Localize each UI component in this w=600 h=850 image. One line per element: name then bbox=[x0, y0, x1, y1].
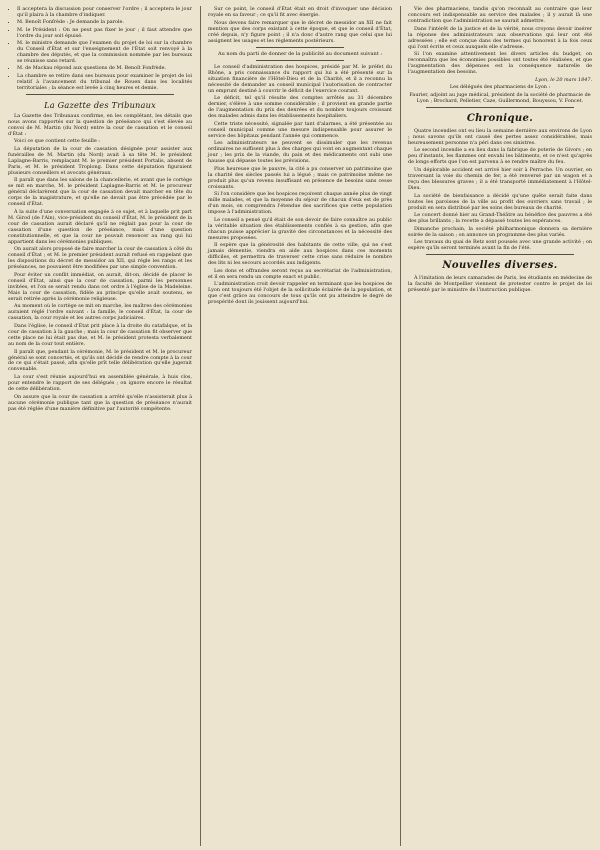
article-paragraph: Cette triste nécessité, signalée par tant d'alarmes, a été présentée au conseil municipal comme une mesure indispensable pour assurer le service des hôpitaux pendant l'année qui commence. bbox=[208, 120, 392, 139]
signers-intro: Les délégués des pharmaciens de Lyon : bbox=[449, 84, 551, 91]
article-paragraph: Vie des pharmaciens, tandis qu'on reconnaît au contraire que leur concours est indispensable au service des malades ; il y aurait là une contradiction que l'administration ne saurait admettre. bbox=[408, 6, 592, 24]
article-paragraph: Si l'on examine attentivement les divers articles du budget, on reconnaîtra que les économies possibles ont toutes été réalisées, et que l'augmentation des dépenses est la conséquence naturelle de l'augmentation des besoins. bbox=[408, 51, 592, 76]
article-paragraph: Si l'on considère que les hospices reçoivent chaque année plus de vingt mille malades, et que la moyenne du séjour de chacun d'eux est de près d'un mois, on comprendra l'étendue des sacrifices que cette population impose à l'administration. bbox=[208, 191, 392, 216]
middle-column bbox=[200, 6, 392, 846]
article-paragraph: Dans l'église, le conseil d'État prit place à la droite du catafalque, et la cour de cassation à la gauche ; mais la cour de cassation fit observer que cette place ne lui était pas due, et M. le président protesta verbalement au nom de la cour tout entière. bbox=[8, 322, 192, 347]
article-paragraph: Le concert donné hier au Grand-Théâtre au bénéfice des pauvres a été des plus brillants ; la recette a dépassé toutes les espérances. bbox=[408, 212, 592, 225]
article-paragraph: Nous devons faire remarquer que le décret de messidor an XII ne fait mention que des corps existant à cette époque, et que le conseil d'État, créé depuis, n'y figure point ; il n'a donc d'autre rang que celui que lui assignent les usages et les règlements postérieurs. bbox=[208, 19, 392, 44]
divider bbox=[426, 107, 574, 108]
article-paragraph: Le second incendie a eu lieu dans la fabrique de poterie de Givors ; en peu d'instants, les flammes ont envahi les bâtiments, et ce n'est qu'après de longs efforts que l'on est parvenu à se rendre maître du feu. bbox=[408, 147, 592, 166]
article-paragraph: L'administration croit devoir rappeler en terminant que les hospices de Lyon ont toujours été l'objet de la sollicitude éclairée de la population, et que c'est grâce au concours de tous qu'ils ont pu atteindre le degré de prospérité dont ils jouissent aujourd'hui. bbox=[208, 281, 392, 306]
opening-bullet-list bbox=[8, 6, 192, 91]
article-paragraph: Les travaux du quai de Retz sont poussés avec une grande activité ; on espère qu'ils seront terminés avant la fin de l'été. bbox=[408, 239, 592, 252]
article-paragraph: Plus heureuse que le pauvre, la cité a pu conserver un patrimoine que la charité des siècles passés lui a légué ; mais ce patrimoine même ne produit plus qu'un revenu insuffisant en présence de besoins sans cesse croissants. bbox=[208, 165, 392, 190]
list-item: • M. Benoît Fonfrède : Je demande la parole. bbox=[17, 19, 192, 25]
article-paragraph: Il paraît que dans les salons de la chancellerie, et avant que le cortège se mit en marche, M. le président Laplagne-Barris et M. le procureur général déclarèrent que la cour de cassation devait marcher en tête du corps de la magistrature, et qu'elle ne devait pas être précédée par le conseil d'État. bbox=[8, 177, 192, 208]
article-paragraph: Un déplorable accident est arrivé hier soir à Perrache. Un ouvrier, en traversant la voie du chemin de fer, a été renversé par un wagon et a reçu des blessures graves ; il a été transporté immédiatement à l'Hôtel-Dieu. bbox=[408, 167, 592, 191]
article-paragraph: La députation de la cour de cassation désignée pour assister aux funérailles de M. Martin (du Nord) avait à sa tête M. le président Laplagne-Barris, remplaçant M. le premier président Portalis, absent de Paris, et M. le président Troplong. Dans cette députation figuraient plusieurs conseillers et avocats généraux. bbox=[8, 145, 192, 176]
right-column bbox=[400, 6, 592, 846]
article-paragraph: À la suite d'une conversation engagée à ce sujet, et à laquelle prit part M. Girod (de l'Ain), vice-président du conseil d'État, M. le président de la cour de cassation aurait déclaré qu'il ne réglait pas pour la cour de cassation d'une question de préséance, mais d'une question constitutionnelle, et que la cour ne pouvait renoncer au rang qui lui appartient dans les cérémonies publiques. bbox=[8, 208, 192, 245]
article-paragraph: Le conseil d'administration des hospices, présidé par M. le préfet du Rhône, a pris connaissance du rapport qui lui a été présenté sur la situation financière de l'Hôtel-Dieu et de la Charité, et il a reconnu la nécessité de demander au conseil municipal l'autorisation de contracter un emprunt destiné à couvrir le déficit de l'exercice courant. bbox=[208, 63, 392, 94]
article-paragraph: Voici ce que contient cette feuille : bbox=[14, 138, 100, 145]
divider bbox=[256, 47, 344, 48]
article-paragraph: Quatre incendies ont eu lieu la semaine dernière aux environs de Lyon ; nous savons qu'ils ont causé des pertes assez considérables, mais heureusement personne n'a péri dans ces sinistres. bbox=[408, 127, 592, 146]
article-paragraph: Le conseil a pensé qu'il était de son devoir de faire connaître au public la véritable situation des établissements confiés à sa gestion, afin que chacun puisse apprécier la gravité des circonstances et la nécessité des mesures proposées. bbox=[208, 216, 392, 241]
news-title: Nouvelles diverses. bbox=[442, 260, 558, 272]
notice-heading: Au nom du parti de donner de la publicité au document suivant : bbox=[217, 50, 383, 57]
list-item: • M. le ministre demande que l'examen du projet de loi sur la chambre du Conseil d'État et sur l'enseignement de l'État soit renvoyé à la chambre des députés, et que la commission nommée par les bureaux se réunisse sans retard. bbox=[17, 40, 192, 64]
list-item: • Il acceptera la discussion pour conserver l'ordre ; il acceptera le jour qu'il plaira à la chambre d'indiquer. bbox=[17, 6, 192, 18]
divider bbox=[26, 94, 174, 95]
article-paragraph: Pour éviter un conflit immédiat, on aurait, dit-on, décidé de placer le conseil d'État, ainsi que la cour de cassation, parmi les personnes invitées, et l'on se serait rendu dans cet ordre à l'église de la Madeleine. Mais la cour de cassation, fidèle au principe qu'elle avait soutenu, se serait retirée après la cérémonie religieuse. bbox=[8, 271, 192, 302]
list-item: • M. de Mackau répond aux questions de M. Benoît Fonfrède. bbox=[17, 65, 192, 71]
article-paragraph: La Gazette des Tribunaux confirme, en les complétant, les détails que nous avons rapportés sur la question de préséance qui s'est élevée au convoi de M. Martin (du Nord) entre la cour de cassation et le conseil d'État : bbox=[8, 112, 192, 137]
divider bbox=[426, 254, 574, 255]
article-paragraph: Les administrateurs ne peuvent se dissimuler que les revenus ordinaires ne suffisent plus à des charges qui vont en augmentant chaque jour ; les prix de la viande, du pain et des médicaments ont subi une hausse qui dépasse toutes les prévisions. bbox=[208, 140, 392, 165]
article-paragraph: Les dons et offrandes seront reçus au secrétariat de l'administration, et il en sera rendu un compte exact et public. bbox=[208, 267, 392, 280]
article-paragraph: Le déficit, tel qu'il résulte des comptes arrêtés au 31 décembre dernier, s'élève à une somme considérable ; il provient en grande partie de l'augmentation du prix des denrées et du nombre toujours croissant des malades admis dans les établissements hospitaliers. bbox=[208, 95, 392, 120]
article-paragraph: On aurait alors proposé de faire marcher la cour de cassation à côté du conseil d'État ; et M. le premier président aurait refusé en rappelant que les dispositions du décret de messidor an XII, qui règle les rangs et les préséances, ne pouvaient être modifiées par une simple convention. bbox=[8, 246, 192, 271]
article-paragraph: Sur ce point, le conseil d'État était en droit d'invoquer une décision royale en sa faveur ; ce qu'il fit avec énergie. bbox=[208, 6, 392, 18]
chronicle-title: Chronique. bbox=[466, 112, 534, 124]
article-paragraph: À l'imitation de leurs camarades de Paris, les étudiants en médecine de la faculté de Montpellier viennent de protester contre le projet de loi présenté par le ministre de l'instruction publique. bbox=[408, 275, 592, 294]
article-paragraph: Dans l'intérêt de la justice et de la vérité, nous croyons devoir insérer la réponse des administrateurs aux observations qui leur ont été adressées ; elle est conçue dans des termes qui honorent à la fois ceux qui l'ont écrite et ceux auxquels elle s'adresse. bbox=[408, 25, 592, 50]
article-paragraph: Il paraît que, pendant la cérémonie, M. le président et M. le procureur général se sont concertés, et qu'ils ont décidé de rendre compte à la cour de ce qui s'était passé, afin qu'elle prît telle délibération qu'elle jugerait convenable. bbox=[8, 348, 192, 373]
article-paragraph: Dimanche prochain, la société philharmonique donnera sa dernière soirée de la saison ; on annonce un programme des plus variés. bbox=[408, 225, 592, 238]
divider bbox=[256, 60, 344, 61]
article-paragraph: Il espère que la générosité des habitants de cette ville, qui ne s'est jamais démentie, viendra en aide aux hospices dans ces moments difficiles, et permettra de traverser cette crise sans réduire le nombre des lits ni les secours accordés aux indigents. bbox=[208, 242, 392, 267]
article-paragraph: Au moment où le cortège se mit en marche, les maîtres des cérémonies auraient réglé l'ordre suivant : la famille, le conseil d'État, la cour de cassation, la cour royale et les autres corps judiciaires. bbox=[8, 303, 192, 322]
article-paragraph: On assure que la cour de cassation a arrêté qu'elle n'assisterait plus à aucune cérémonie publique tant que la question de préséance n'aurait pas été réglée d'une manière définitive par l'autorité compétente. bbox=[8, 393, 192, 412]
list-item: • M. le Président : On ne peut pas fixer le jour ; il faut attendre que l'ordre du jour soit épuisé. bbox=[17, 27, 192, 39]
signers-list: Faurier, adjoint au juge médical, président de la société de pharmacie de Lyon ; Brochard, Pelletier, Caze, Guillermond, Bouyssou, V. Foncet. bbox=[409, 91, 591, 104]
article-headline: La Gazette des Tribunaux bbox=[44, 99, 156, 110]
left-column bbox=[8, 6, 192, 846]
article-paragraph: La cour s'est réunie aujourd'hui en assemblée générale, à huis clos, pour entendre le rapport de ses délégués ; on ignore encore le résultat de cette délibération. bbox=[8, 374, 192, 393]
article-paragraph: La société de bienfaisance a décidé qu'une quête serait faite dans toutes les paroisses de la ville au profit des ouvriers sans travail ; le produit en sera distribué par les soins des bureaux de charité. bbox=[408, 192, 592, 211]
list-item: • La chambre se retire dans ses bureaux pour examiner le projet de loi relatif à l'avancement du tribunal de Rouen dans les localités territoriales ; la séance est levée à cinq heures et demie. bbox=[17, 73, 192, 91]
dateline: Lyon, le 20 mars 1847. bbox=[535, 76, 592, 83]
